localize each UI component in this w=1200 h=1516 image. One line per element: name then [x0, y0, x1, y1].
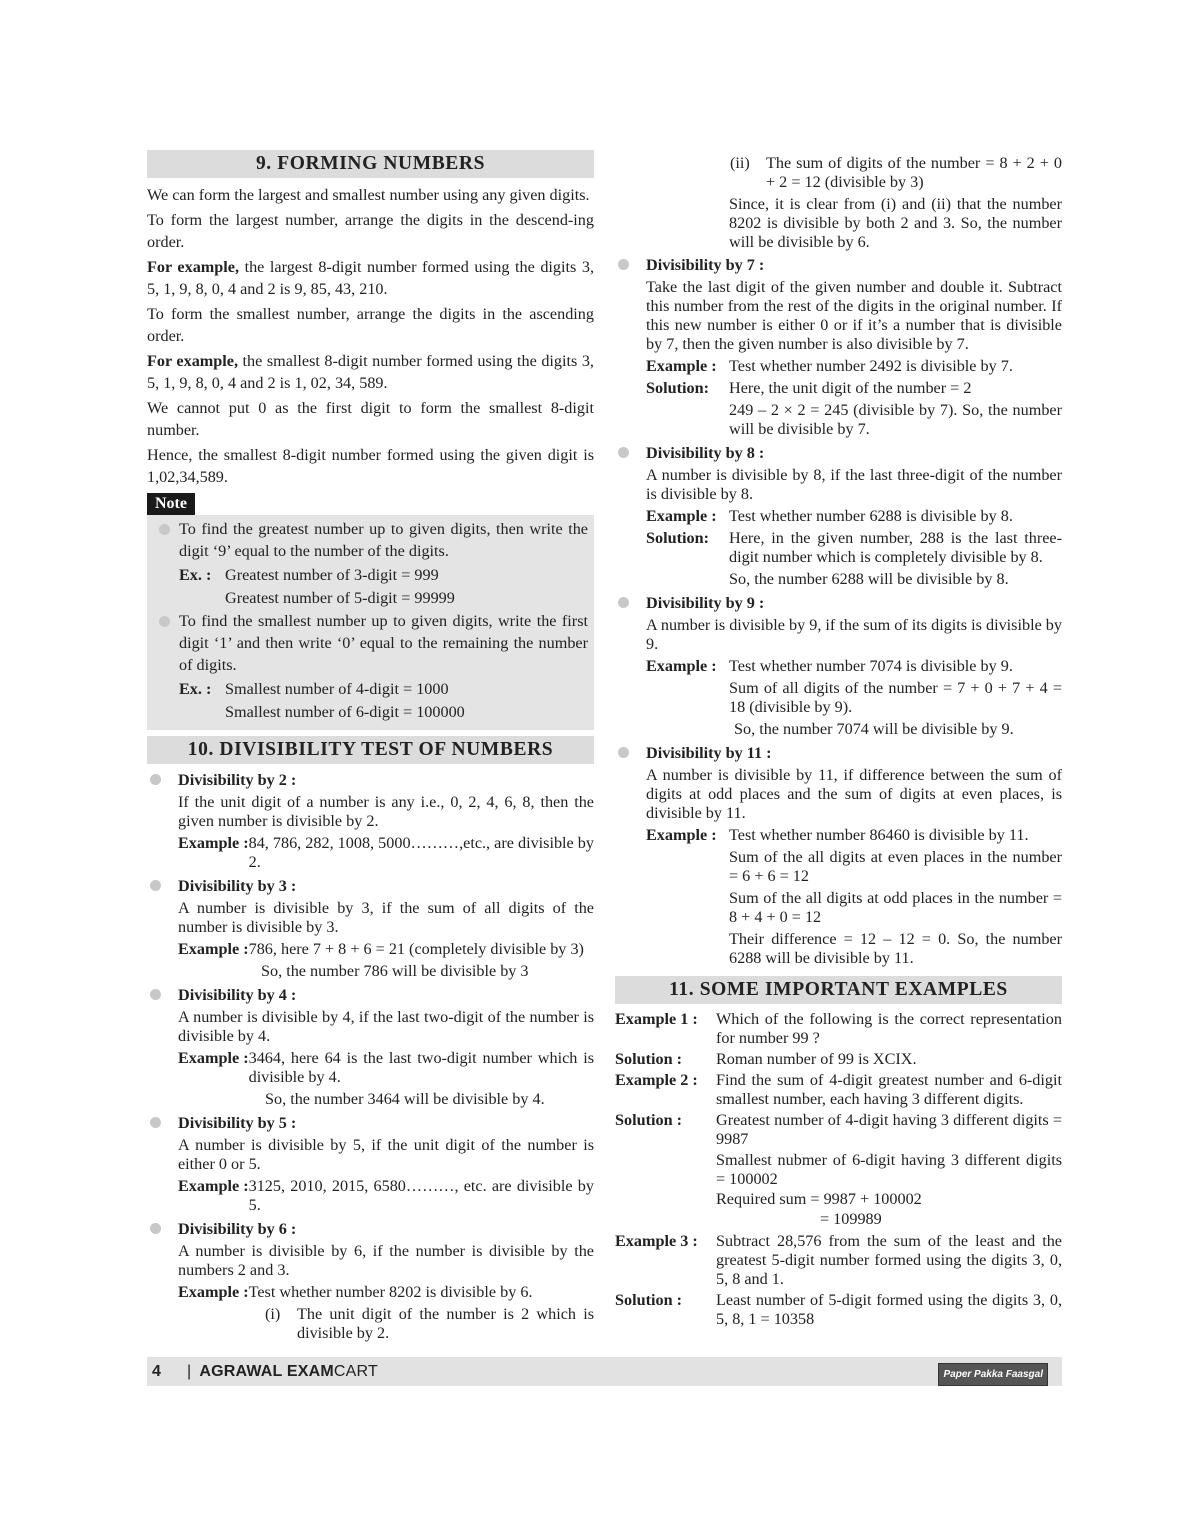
divisibility-5	[147, 1113, 594, 1215]
rule-example	[646, 826, 1062, 845]
divisibility-6	[147, 1219, 594, 1343]
rule-text: A number is divisible by 3, if the sum of all digits of the number is divisible by 3.	[178, 899, 594, 936]
note-box	[147, 515, 594, 730]
example-text: Test whether number 2492 is divisible by 7.	[729, 357, 1013, 375]
example-text: Which of the following is the correct representation for number 99 ?	[716, 1010, 1062, 1047]
example-step	[178, 1305, 594, 1343]
section-10-heading: 10. DIVISIBILITY TEST OF NUMBERS	[147, 736, 594, 764]
rule-text: A number is divisible by 4, if the last two-digit of the number is divisible by 4.	[178, 1008, 594, 1045]
solution-cont: 249 – 2 × 2 = 245 (divisible by 7). So, the number will be divisible by 7.	[729, 401, 1062, 438]
solution-text: Here, the unit digit of the number = 2	[729, 379, 972, 397]
divisibility-11	[615, 743, 1062, 968]
example-label: Ex. :	[179, 680, 212, 698]
example-text: 786, here 7 + 8 + 6 = 21 (completely divisible by 3)	[248, 940, 584, 958]
rule-example	[178, 940, 594, 959]
example-label: Ex. :	[179, 566, 212, 584]
note-example	[157, 564, 588, 587]
rule-example	[646, 507, 1062, 526]
page-number: 4	[152, 1363, 161, 1380]
example-text: 3464, here 64 is the last two-digit number which is divisible by 4.	[248, 1049, 594, 1086]
rule-example	[646, 357, 1062, 376]
bullet-icon	[618, 747, 629, 758]
brand-text: AGRAWAL	[199, 1363, 287, 1380]
bullet-icon	[150, 1223, 161, 1234]
paragraph: To form the largest number, arrange the digits in the descend-ing order.	[147, 211, 594, 251]
rule-title: Divisibility by 2 :	[178, 771, 297, 789]
solution-text: Here, in the given number, 288 is the last three-digit number which is completely divisible by 8.	[729, 529, 1062, 566]
tagline-badge: Paper Pakka Faasgal	[938, 1363, 1048, 1386]
paragraph: We cannot put 0 as the first digit to form the smallest 8-digit number.	[147, 399, 594, 439]
solution-cont: Required sum = 9987 + 100002	[716, 1190, 922, 1208]
rule-text: A number is divisible by 11, if difference between the sum of digits at odd places and the sum of digits at even places, is divisible by 11.	[646, 766, 1062, 822]
rule-text: A number is divisible by 6, if the number is divisible by the numbers 2 and 3.	[178, 1242, 594, 1279]
solution-text: Their difference = 12 – 12 = 0. So, the number 6288 will be divisible by 11.	[729, 930, 1062, 967]
rule-example	[178, 834, 594, 872]
bold-lead: For example,	[147, 258, 240, 276]
solution-label: Solution :	[615, 1050, 683, 1068]
rule-text: A number is divisible by 9, if the sum of its digits is divisible by 9.	[646, 616, 1062, 653]
step-text: The sum of digits of the number = 8 + 2 + 0 + 2 = 12 (divisible by 3)	[766, 154, 1062, 191]
rule-text: A number is divisible by 5, if the unit digit of the number is either 0 or 5.	[178, 1136, 594, 1173]
example-label: Example :	[178, 834, 249, 852]
rule-title: Divisibility by 3 :	[178, 877, 297, 895]
rule-text: If the unit digit of a number is any i.e., 0, 2, 4, 6, 8, then the given number is divisible by 2.	[178, 793, 594, 830]
example-label: Example 2 :	[615, 1071, 698, 1089]
rule-title: Divisibility by 6 :	[178, 1220, 297, 1238]
example-text: Test whether number 6288 is divisible by 8.	[729, 507, 1013, 525]
bold-lead: For example,	[147, 352, 238, 370]
rule-text: A number is divisible by 8, if the last three-digit of the number is divisible by 8.	[646, 466, 1062, 503]
example-label: Example :	[646, 507, 717, 525]
example-label: Example 3 :	[615, 1232, 698, 1250]
right-column	[615, 150, 1062, 1331]
example-label: Example :	[178, 1177, 249, 1195]
paragraph: We can form the largest and smallest number using any given digits.	[147, 186, 590, 204]
solution-2	[615, 1111, 1062, 1149]
example-label: Example :	[178, 940, 249, 958]
rule-title: Divisibility by 8 :	[646, 444, 765, 462]
example-label: Example :	[646, 657, 717, 675]
solution-text: Least number of 5-digit formed using the digits 3, 0, 5, 8, 1 = 10358	[716, 1291, 1062, 1328]
example-text: Find the sum of 4-digit greatest number and 6-digit smallest number, each having 3 different digits.	[716, 1071, 1062, 1108]
bullet-icon	[618, 597, 629, 608]
example-text: Greatest number of 3-digit = 999	[225, 566, 439, 584]
solution-text: Sum of the all digits at even places in the number = 6 + 6 = 12	[729, 848, 1062, 885]
bullet-icon	[150, 989, 161, 1000]
bullet-icon	[150, 880, 161, 891]
example-3	[615, 1232, 1062, 1289]
example-text: 84, 786, 282, 1008, 5000………,etc., are divisible by 2.	[248, 834, 594, 871]
divisibility-8	[615, 443, 1062, 589]
example-label: Example :	[178, 1049, 249, 1067]
solution-cont: = 109989	[820, 1210, 882, 1228]
note-example-cont: Greatest number of 5-digit = 99999	[225, 589, 455, 607]
step-text: The unit digit of the number is 2 which is divisible by 2.	[297, 1305, 594, 1342]
section-9-heading: 9. FORMING NUMBERS	[147, 150, 594, 178]
brand-logo	[187, 1362, 378, 1381]
example-text: Smallest number of 4-digit = 1000	[225, 680, 449, 698]
solution-text: Sum of all digits of the number = 7 + 0 + 7 + 4 = 18 (divisible by 9).	[729, 679, 1062, 716]
note-label: Note	[147, 493, 195, 515]
example-2	[615, 1071, 1062, 1109]
rule-title: Divisibility by 5 :	[178, 1114, 297, 1132]
rule-title: Divisibility by 9 :	[646, 594, 765, 612]
note-example	[157, 678, 588, 701]
separator: |	[187, 1363, 192, 1380]
divisibility-9	[615, 593, 1062, 739]
example-label: Example :	[646, 357, 717, 375]
bullet-icon	[618, 447, 629, 458]
example-text: Test whether number 7074 is divisible by 9.	[729, 657, 1013, 675]
note-text: To find the smallest number up to given digits, write the first digit ‘1’ and then write ‘0’ equal to the remaining the number of digits.	[179, 612, 588, 674]
paragraph: Hence, the smallest 8-digit number formed using the given digit is 1,02,34,589.	[147, 446, 594, 486]
solution-1	[615, 1050, 1062, 1069]
solution-label: Solution :	[615, 1291, 683, 1309]
rule-title: Divisibility by 11 :	[646, 744, 772, 762]
example-1	[615, 1010, 1062, 1048]
paragraph-text: the smallest 8-digit number formed using the digits 3, 5, 1, 9, 8, 0, 4 and 2 is 1, 02, 34, 589.	[147, 352, 594, 392]
rule-solution	[646, 379, 1062, 398]
rule-solution	[646, 529, 1062, 567]
note-example-cont: Smallest number of 6-digit = 100000	[225, 703, 465, 721]
rule-example	[646, 657, 1062, 676]
paragraph-text: the largest 8-digit number formed using the digits 3, 5, 1, 9, 8, 0, 4 and 2 is 9, 85, 43, 210.	[147, 258, 594, 298]
solution-text: Sum of the all digits at odd places in the number = 8 + 4 + 0 = 12	[729, 889, 1062, 926]
page-footer	[147, 1357, 1062, 1386]
step-label: (ii)	[730, 154, 750, 172]
solution-cont: Smallest nubmer of 6-digit having 3 different digits = 100002	[716, 1151, 1062, 1188]
left-column	[147, 150, 594, 1347]
note-item	[157, 518, 588, 562]
paragraph	[147, 256, 594, 300]
paragraph	[147, 350, 594, 394]
solution-3	[615, 1291, 1062, 1329]
solution-cont: So, the number 7074 will be divisible by 9.	[734, 720, 1014, 738]
example-text: Subtract 28,576 from the sum of the least and the greatest 5-digit number formed using the digits 3, 0, 5, 8 and 1.	[716, 1232, 1062, 1288]
divisibility-7	[615, 255, 1062, 439]
solution-label: Solution :	[615, 1111, 683, 1129]
solution-label: Solution:	[646, 529, 709, 547]
example-conclusion: So, the number 3464 will be divisible by 4.	[265, 1090, 545, 1108]
solution-cont: So, the number 6288 will be divisible by 8.	[729, 570, 1009, 588]
example-text: Test whether number 86460 is divisible by 11.	[729, 826, 1029, 844]
example-label: Example 1 :	[615, 1010, 698, 1028]
divisibility-2	[147, 770, 594, 872]
example-step	[615, 154, 1062, 192]
rule-title: Divisibility by 7 :	[646, 256, 765, 274]
rule-example	[178, 1283, 594, 1302]
bullet-icon	[618, 259, 629, 270]
bullet-icon	[150, 774, 161, 785]
solution-text: Roman number of 99 is XCIX.	[716, 1050, 917, 1068]
step-label: (i)	[265, 1305, 281, 1323]
note-text: To find the greatest number up to given digits, then write the digit ‘9’ equal to the number of the digits.	[179, 520, 588, 560]
note-item	[157, 610, 588, 676]
brand-text: CART	[333, 1363, 378, 1380]
example-label: Example :	[646, 826, 717, 844]
rule-example	[178, 1049, 594, 1087]
bullet-icon	[150, 1117, 161, 1128]
rule-title: Divisibility by 4 :	[178, 986, 297, 1004]
example-text: Test whether number 8202 is divisible by 6.	[248, 1283, 533, 1301]
brand-text: EXAM	[286, 1363, 334, 1380]
bullet-icon	[159, 524, 170, 535]
rule-example	[178, 1177, 594, 1215]
rule-text: Take the last digit of the given number and double it. Subtract this number from the rest of the digits in the original number. If this new number is either 0 or if it’s a number that is divisible by 7, then the given number is also divisible by 7.	[646, 278, 1062, 353]
solution-label: Solution:	[646, 379, 709, 397]
example-conclusion: Since, it is clear from (i) and (ii) that the number 8202 is divisible by both 2 and 3. So, the number will be divisible by 6.	[729, 195, 1062, 251]
paragraph: To form the smallest number, arrange the digits in the ascending order.	[147, 305, 594, 345]
divisibility-4	[147, 985, 594, 1109]
solution-text: Greatest number of 4-digit having 3 different digits = 9987	[716, 1111, 1062, 1148]
example-label: Example :	[178, 1283, 249, 1301]
example-text: 3125, 2010, 2015, 6580………, etc. are divisible by 5.	[248, 1177, 594, 1214]
section-11-heading: 11. SOME IMPORTANT EXAMPLES	[615, 976, 1062, 1004]
divisibility-3	[147, 876, 594, 981]
example-conclusion: So, the number 786 will be divisible by 3	[261, 962, 529, 980]
bullet-icon	[159, 616, 170, 627]
